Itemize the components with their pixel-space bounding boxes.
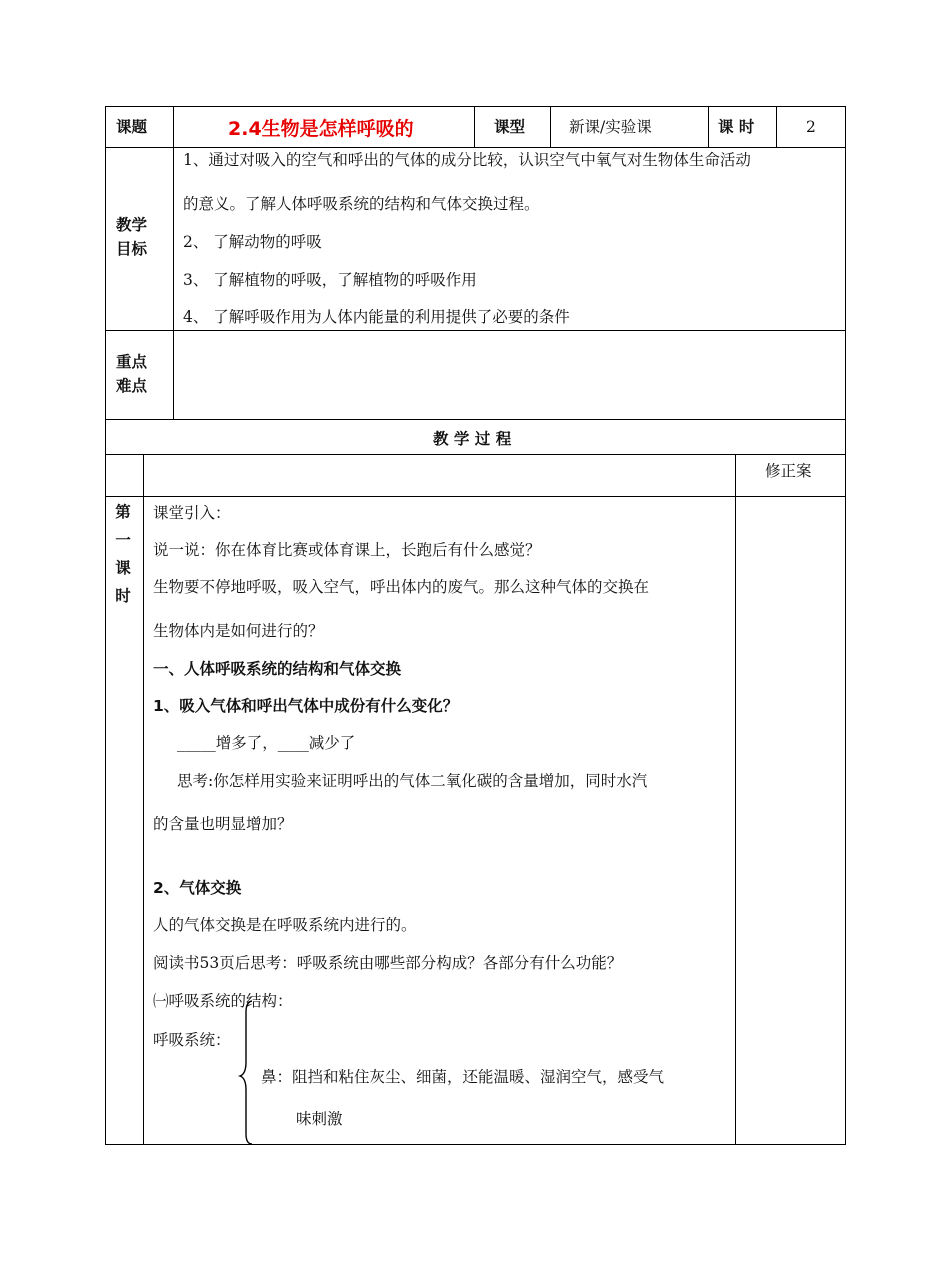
process-line: 课堂引入： xyxy=(153,504,231,522)
process-line: 味刺激 xyxy=(296,1110,343,1128)
table-border xyxy=(105,330,846,331)
hours-label: 课 时 xyxy=(718,118,755,136)
hours-value: 2 xyxy=(806,118,816,136)
key-points-label: 重点 难点 xyxy=(116,353,148,395)
process-line: _____增多了，____减少了 xyxy=(177,734,356,752)
revision-label: 修正案 xyxy=(765,462,812,480)
table-border xyxy=(776,106,777,148)
table-border xyxy=(550,106,551,148)
objective-line: 3、 了解植物的呼吸，了解植物的呼吸作用 xyxy=(183,271,477,289)
table-border xyxy=(735,454,736,1145)
table-border xyxy=(105,106,106,1145)
process-line: 呼吸系统： xyxy=(153,1031,231,1049)
process-line: 鼻：阻挡和粘住灰尘、细菌，还能温暖、湿润空气，感受气 xyxy=(261,1068,665,1086)
objective-line: 2、 了解动物的呼吸 xyxy=(183,233,322,251)
objective-line: 的意义。了解人体呼吸系统的结构和气体交换过程。 xyxy=(183,195,540,213)
objective-line: 1、通过对吸入的空气和呼出的气体的成分比较，认识空气中氧气对生物体生命活动 xyxy=(183,151,751,169)
process-line: ㈠呼吸系统的结构： xyxy=(153,992,293,1010)
lesson-title: 2.4生物是怎样呼吸的 xyxy=(228,118,414,140)
table-border xyxy=(105,419,846,420)
process-heading: 教 学 过 程 xyxy=(433,430,512,448)
table-border xyxy=(173,106,174,420)
table-border xyxy=(105,147,846,148)
objective-line: 4、 了解呼吸作用为人体内能量的利用提供了必要的条件 xyxy=(183,308,570,326)
process-line: 生物要不停地呼吸，吸入空气，呼出体内的废气。那么这种气体的交换在 xyxy=(153,578,650,596)
table-border xyxy=(105,106,846,107)
section-heading: 一、人体呼吸系统的结构和气体交换 xyxy=(153,660,402,678)
table-border xyxy=(708,106,709,148)
subsection-heading: 2、气体交换 xyxy=(153,879,242,897)
curly-brace xyxy=(236,1000,256,1145)
process-line: 说一说：你在体育比赛或体育课上，长跑后有什么感觉？ xyxy=(153,541,541,559)
type-label: 课型 xyxy=(494,118,526,136)
process-line: 生物体内是如何进行的？ xyxy=(153,622,324,640)
process-line: 人的气体交换是在呼吸系统内进行的。 xyxy=(153,916,417,934)
type-value: 新课/实验课 xyxy=(569,118,652,136)
subsection-heading: 1、吸入气体和呼出气体中成份有什么变化？ xyxy=(153,697,459,715)
process-line: 的含量也明显增加？ xyxy=(153,815,293,833)
process-line: 阅读书53页后思考：呼吸系统由哪些部分构成？各部分有什么功能？ xyxy=(153,954,623,972)
subject-label: 课题 xyxy=(116,118,148,136)
period-label: 第 一 课 时 xyxy=(115,503,131,605)
table-border xyxy=(845,106,846,1145)
table-border xyxy=(143,454,144,1145)
process-line: 思考:你怎样用实验来证明呼出的气体二氧化碳的含量增加，同时水汽 xyxy=(177,772,648,790)
objectives-label: 教学 目标 xyxy=(116,216,148,258)
table-border xyxy=(474,106,475,148)
